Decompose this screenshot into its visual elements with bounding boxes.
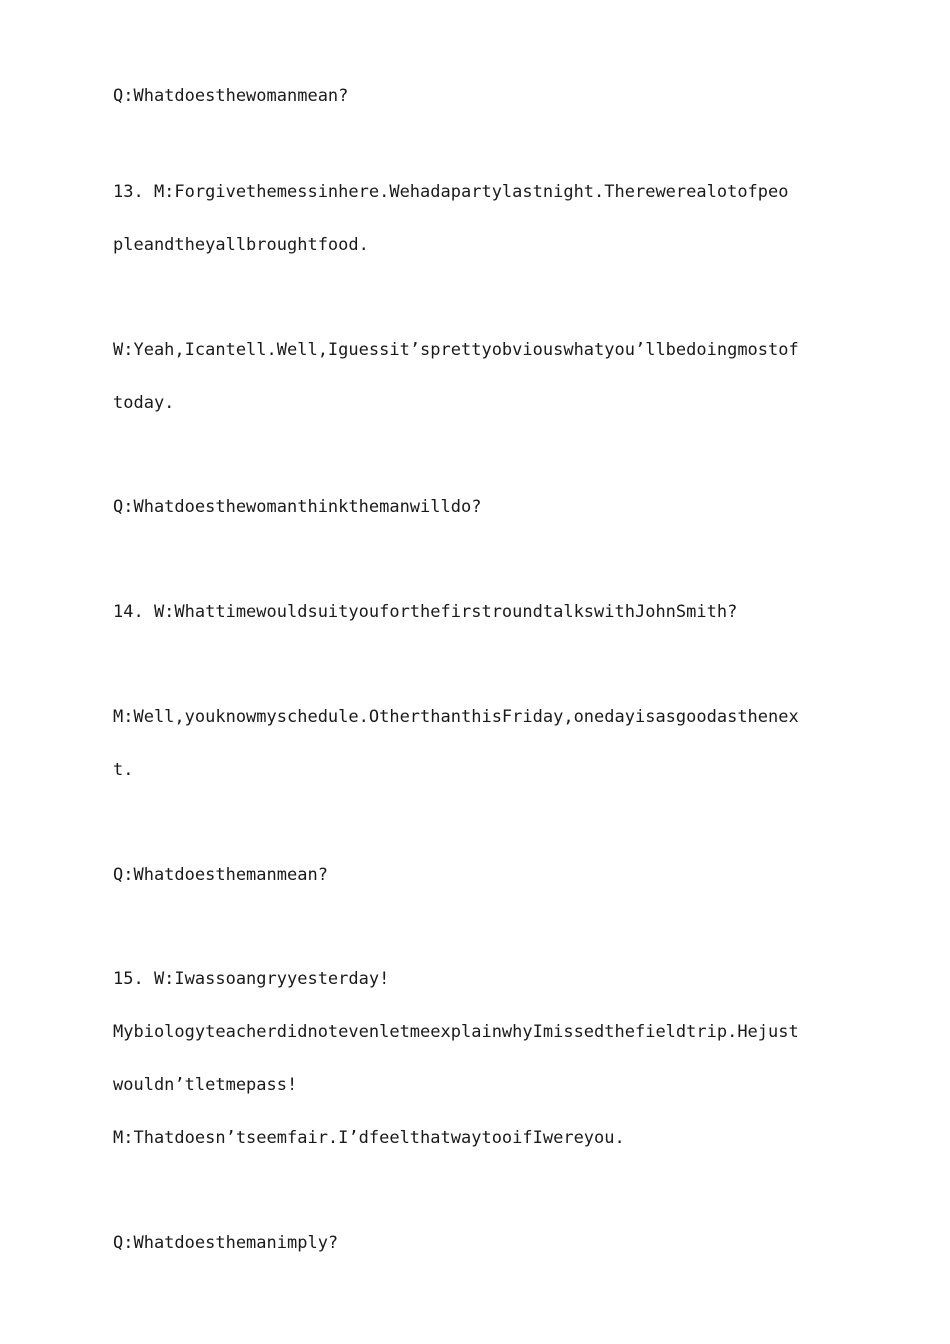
q15-woman-line-3: wouldn’tletmepass! (113, 1075, 298, 1095)
q13-woman-line-1: W:Yeah,Icantell.Well,Iguessit’sprettyobviouswhatyou’llbedoingmostof (113, 340, 799, 360)
q15-woman-line-1: 15. W:Iwassoangryyesterday! (113, 969, 390, 989)
q13-woman-line-2: today. (113, 393, 175, 413)
q13-question: Q:Whatdoesthewomanthinkthemanwilldo? (113, 497, 482, 517)
q14-question: Q:Whatdoesthemanmean? (113, 865, 328, 885)
q15-man-line: M:Thatdoesn’tseemfair.I’dfeelthatwaytooifIwereyou. (113, 1128, 625, 1148)
q14-man-line-2: t. (113, 760, 134, 780)
q14-man-line-1: M:Well,youknowmyschedule.OtherthanthisFriday,onedayisasgoodasthenex (113, 707, 799, 727)
q12-question: Q:Whatdoesthewomanmean? (113, 86, 349, 106)
q13-man-line-2: pleandtheyallbroughtfood. (113, 235, 369, 255)
q15-question: Q:Whatdoesthemanimply? (113, 1233, 339, 1253)
q13-man-line-1: 13. M:Forgivethemessinhere.Wehadapartylastnight.Therewerealotofpeo (113, 182, 789, 202)
q15-woman-line-2: MybiologyteacherdidnotevenletmeexplainwhyImissedthefieldtrip.Hejust (113, 1022, 799, 1042)
q14-woman-line: 14. W:WhattimewouldsuityouforthefirstroundtalkswithJohnSmith? (113, 602, 738, 622)
